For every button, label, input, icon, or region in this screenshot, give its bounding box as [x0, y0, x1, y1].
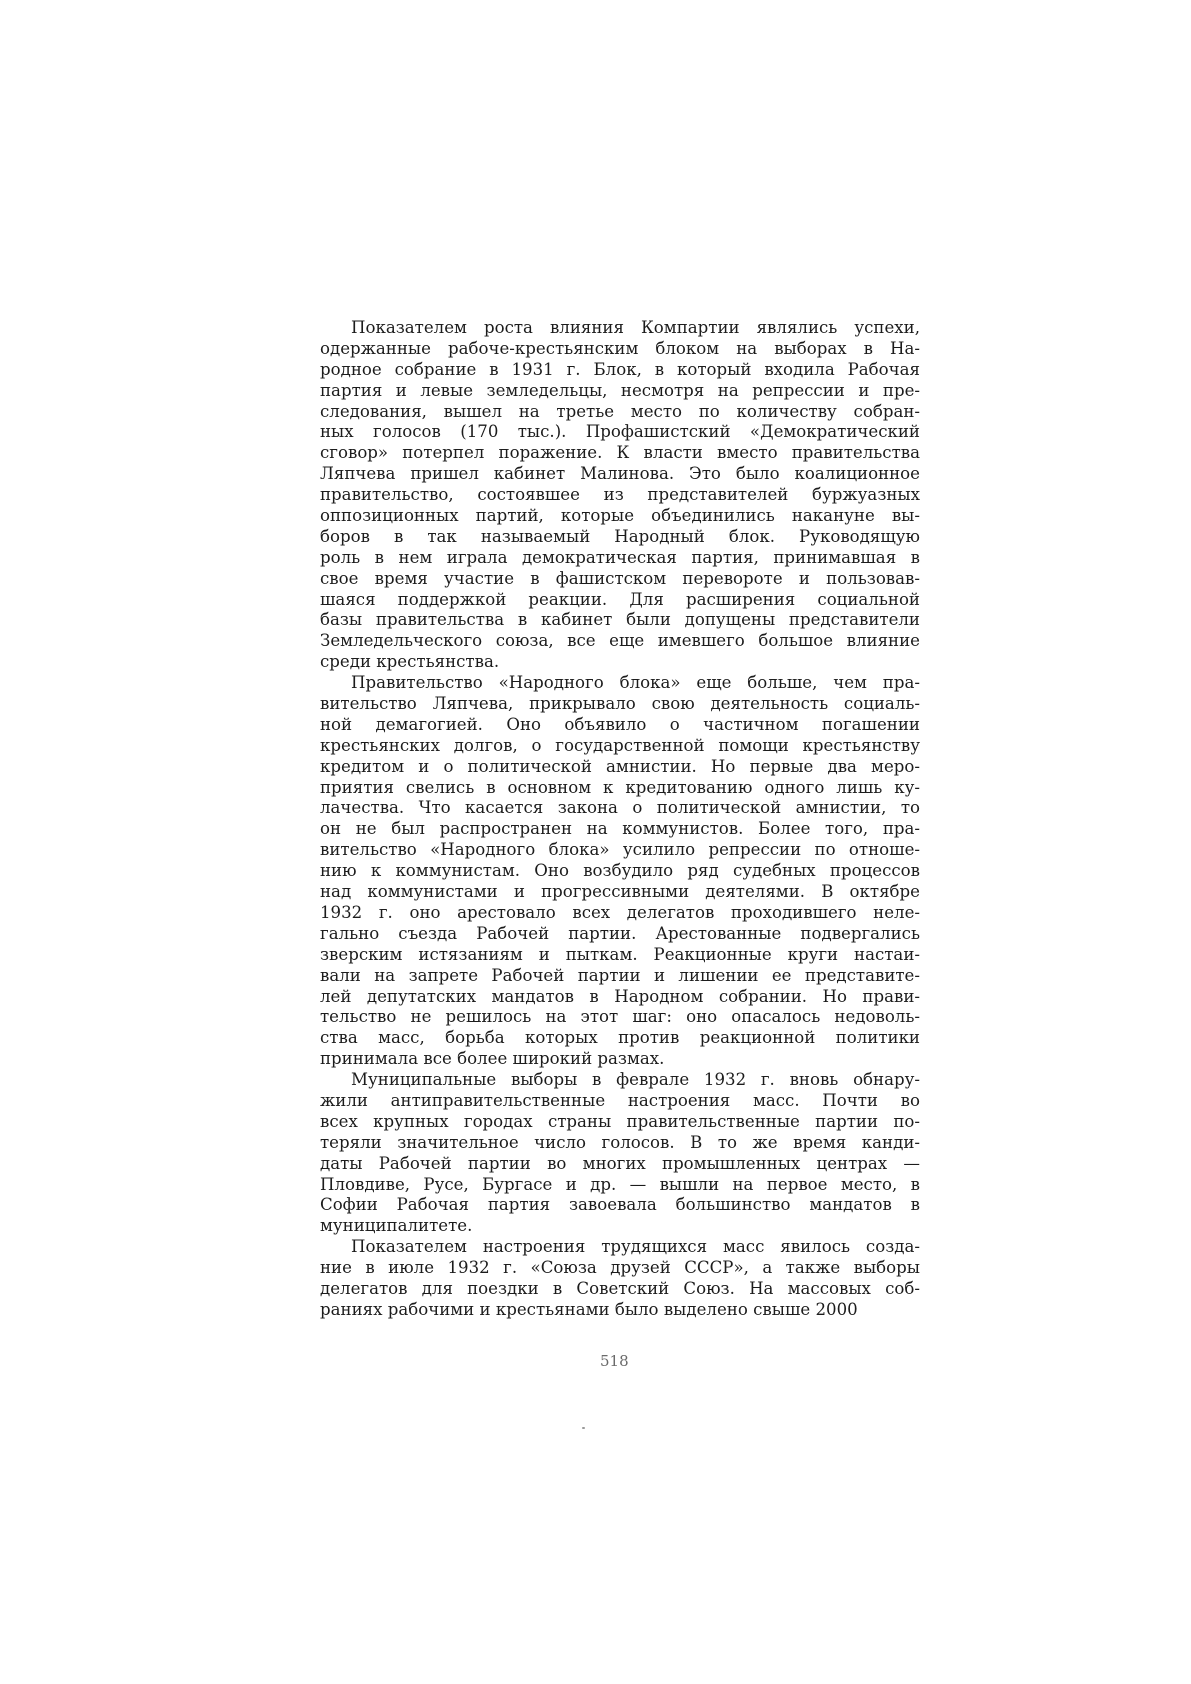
text-line: оппозиционных партий, которые объединились накануне вы-: [320, 506, 920, 526]
text-line: роль в нем играла демократическая партия, принимавшая в: [320, 547, 920, 567]
paragraph: [320, 673, 920, 1070]
text-line: жили антиправительственные настроения масс. Почти во: [320, 1090, 920, 1110]
text-line: среди крестьянства.: [320, 652, 500, 672]
text-line: сговор» потерпел поражение. К власти вместо правительства: [320, 443, 920, 463]
text-line: следования, вышел на третье место по количеству собран-: [320, 401, 920, 421]
text-line: над коммунистами и прогрессивными деятелями. В октябре: [320, 882, 920, 902]
text-line: приятия свелись в основном к кредитованию одного лишь ку-: [320, 777, 920, 797]
text-line: лачества. Что касается закона о политической амнистии, то: [320, 798, 920, 818]
text-line: всех крупных городах страны правительственные партии по-: [320, 1111, 920, 1131]
text-line: он не был распространен на коммунистов. Более того, пра-: [320, 819, 920, 839]
text-line: ных голосов (170 тыс.). Профашистский «Демократический: [320, 422, 920, 442]
text-line: одержанные рабоче-крестьянским блоком на выборах в На-: [320, 338, 920, 358]
text-line: шаяся поддержкой реакции. Для расширения социальной: [320, 589, 920, 609]
text-line: Пловдиве, Русе, Бургасе и др. — вышли на первое место, в: [320, 1174, 920, 1194]
text-line: Софии Рабочая партия завоевала большинство мандатов в: [320, 1195, 920, 1215]
text-line: ние в июле 1932 г. «Союза друзей СССР», а также выборы: [320, 1258, 920, 1278]
paragraph: [320, 1070, 920, 1237]
page-number: 518: [600, 1352, 629, 1370]
text-line: гально съезда Рабочей партии. Арестованные подвергались: [320, 923, 920, 943]
scan-speck: [582, 1427, 585, 1429]
body-text: [320, 318, 920, 1321]
text-line: делегатов для поездки в Советский Союз. На массовых соб-: [320, 1278, 920, 1298]
text-line: теряли значительное число голосов. В то же время канди-: [320, 1132, 920, 1152]
text-line: тельство не решилось на этот шаг: оно опасалось недоволь-: [320, 1007, 920, 1027]
text-line: лей депутатских мандатов в Народном собрании. Но прави-: [320, 986, 920, 1006]
text-line: свое время участие в фашистском перевороте и пользовав-: [320, 568, 920, 588]
text-line: принимала все более широкий размах.: [320, 1049, 665, 1069]
text-line: боров в так называемый Народный блок. Руководящую: [320, 526, 920, 546]
text-line: раниях рабочими и крестьянами было выделено свыше 2000: [320, 1299, 858, 1319]
text-line: муниципалитете.: [320, 1216, 473, 1236]
text-line: Ляпчева пришел кабинет Малинова. Это было коалиционное: [320, 464, 920, 484]
text-line: вительство «Народного блока» усилило репрессии по отноше-: [320, 840, 920, 860]
text-line: Муниципальные выборы в феврале 1932 г. вновь обнару-: [351, 1070, 920, 1090]
text-line: Показателем настроения трудящихся масс явилось созда-: [351, 1237, 920, 1257]
text-line: кредитом и о политической амнистии. Но первые два меро-: [320, 756, 920, 776]
paragraph: [320, 1237, 920, 1321]
text-line: родное собрание в 1931 г. Блок, в который входила Рабочая: [320, 359, 920, 379]
text-line: правительство, состоявшее из представителей буржуазных: [320, 485, 920, 505]
text-line: Земледельческого союза, все еще имевшего большое влияние: [320, 631, 920, 651]
text-line: базы правительства в кабинет были допущены представители: [320, 610, 920, 630]
text-line: 1932 г. оно арестовало всех делегатов проходившего неле-: [320, 902, 920, 922]
paragraph: [320, 318, 920, 673]
text-line: крестьянских долгов, о государственной помощи крестьянству: [320, 735, 920, 755]
text-line: даты Рабочей партии во многих промышленных центрах —: [320, 1153, 920, 1173]
text-line: партия и левые земледельцы, несмотря на репрессии и пре-: [320, 380, 920, 400]
text-line: вительство Ляпчева, прикрывало свою деятельность социаль-: [320, 694, 920, 714]
text-line: ства масс, борьба которых против реакционной политики: [320, 1028, 920, 1048]
text-line: вали на запрете Рабочей партии и лишении ее представите-: [320, 965, 920, 985]
text-line: Правительство «Народного блока» еще больше, чем пра-: [351, 673, 920, 693]
text-line: нию к коммунистам. Оно возбудило ряд судебных процессов: [320, 861, 920, 881]
text-line: Показателем роста влияния Компартии являлись успехи,: [351, 318, 920, 337]
text-line: ной демагогией. Оно объявило о частичном погашении: [320, 714, 920, 734]
text-line: зверским истязаниям и пыткам. Реакционные круги настаи-: [320, 944, 920, 964]
